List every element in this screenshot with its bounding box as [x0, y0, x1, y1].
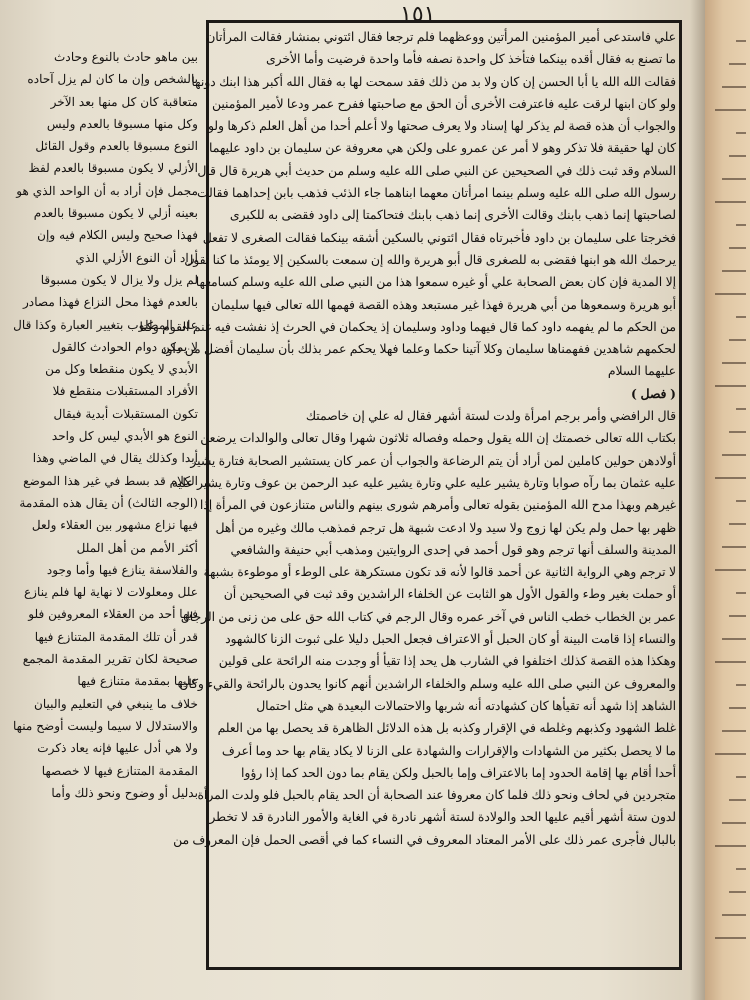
margin-line: خلاف ما ينبغي في التعليم والبيان: [33, 696, 198, 711]
section-line: غيرهم وبهذا مدح الله المؤمنين بقوله تعالى وأمرهم شورى بينهم والناس متنازعون في المرأة إذا: [199, 498, 676, 513]
section-line: ظهر بها حمل ولم يكن لها زوج ولا سيد ولا ادعت شبهة هل ترجم فمذهب مالك وغيره من أهل: [215, 520, 676, 535]
adjacent-page-text-stub: [736, 868, 746, 870]
main-line: السلام وقد ثبت ذلك في الصحيحين عن النبي صلى الله عليه وسلم من حديث أبي هريرة قال قال: [197, 163, 676, 178]
adjacent-page-text-stub: [736, 408, 746, 410]
adjacent-page-text-stub: [722, 362, 746, 364]
adjacent-page-text-stub: [722, 730, 746, 732]
main-line: إلا المدية فإن كان بعض الصحابة علي أو غيره سمعوا هذا من النبي صلى الله عليه وسلم كسامعها: [195, 275, 676, 290]
adjacent-page-text-stub: [722, 822, 746, 824]
section-line: متجردين في لحاف ونحو ذلك فلما كان معروفا عند الصحابة أن الحد يقام بالحبل فلو ولدت المرأة: [197, 788, 676, 803]
section-line: ما لا يحصل بكثير من الشهادات والإقرارات والشهادة على الزنا لا يكاد يقام بها حد وما أعرف: [221, 743, 676, 758]
adjacent-page-text-stub: [736, 132, 746, 134]
section-heading: ( فصل ): [630, 385, 676, 401]
adjacent-page-text-stub: [736, 316, 746, 318]
main-line: أبو هريرة وسمعوها من أبي هريرة فهذا غير مستبعد وهذه القصة فهمها الله تعالى فيها سليمان: [211, 297, 676, 312]
main-line: لحكمهم شاهدين ففهمناها سليمان وكلا آتينا حكما وعلما فهلا يحكم عمر بذلك بأن سليمان أفضل من داود: [160, 342, 676, 357]
main-line: فقالت الله الله يا أبا الحسن إن كان ولا بد من ذلك فقد سمحت لها به فقال الله أكبر هذا ابنك دونها: [191, 74, 676, 89]
main-line: علي فاستدعى أمير المؤمنين المرأتين ووعظهما فلم ترجعا فقال ائتوني بمنشار فقالت المرأتان: [206, 30, 676, 44]
main-line: من الحكم ما لم يفهمه داود كما قال فيهما وداود وسليمان إذ يحكمان في الحرث إذ نفشت فيه غنم القوم وكنا: [139, 319, 676, 334]
adjacent-page-text-stub: [729, 523, 746, 525]
margin-line: مجمل فإن أراد به أن الواحد الذي هو: [16, 183, 198, 198]
section-line: الشاهد إذا شهد أنه تقيأها كان كشهادته أنه شربها والاحتمالات البعيدة هي مثل احتمال: [256, 698, 676, 713]
main-line: ولو كان ابنها لرقت عليه فاعترفت الأخرى أن الحق مع صاحبتها ففرح عمر ودعا لأمير المؤمنين: [211, 96, 676, 111]
adjacent-page-text-stub: [722, 86, 746, 88]
margin-line: أراد أن النوع الأزلي الذي: [75, 250, 198, 265]
adjacent-page-text-stub: [722, 454, 746, 456]
margin-line: متعاقبة كان كل منها بعد الآخر: [50, 94, 198, 109]
main-line: والجواب أن هذه قصة لم يذكر لها إسناد ولا يعرف صحتها ولا أعلم أحدا من أهل العلم ذكرها ولو: [207, 119, 676, 134]
margin-line: بالعدم فهذا محل النزاع فهذا مصادر: [22, 295, 198, 310]
section-line: لا ترجم وهي الرواية الثانية عن أحمد قالوا لأنه قد تكون مستكرهة على الوطء أو موطوءة بشبهة: [203, 565, 676, 580]
margin-line: النوع مسبوقا بالعدم وقول القائل: [35, 139, 198, 154]
margin-line: لا يمكن دوام الحوادث كالقول: [51, 339, 198, 354]
adjacent-page-text-stub: [722, 270, 746, 272]
section-line: عليه عثمان بما رآه صوابا وتارة يشير عليه علي وتارة يشير عليه عبد الرحمن بن عوف وتارة يشير عليه: [171, 475, 676, 490]
adjacent-page-text-stub: [736, 224, 746, 226]
margin-line: والفلاسفة ينازع فيها وأما وجود: [46, 562, 198, 577]
adjacent-page-text-stub: [736, 776, 746, 778]
margin-line: على المطلوب بتغيير العبارة وكذا قال: [13, 317, 198, 332]
section-line: المدينة والسلف أنها ترجم وهو قول أحمد في إحدى الروايتين ومذهب أبي حنيفة والشافعي: [230, 542, 676, 557]
margin-line: لم يزل ولا يزال لا يكون مسبوقا: [40, 272, 198, 287]
main-line: فخرجتا على سليمان بن داود فأخبرتاه فقال ائتوني بالسكين أشقه بينكما فقالت الصغرى لا تفعل: [202, 230, 676, 245]
adjacent-page-text-stub: [715, 293, 746, 295]
adjacent-page-text-stub: [715, 569, 746, 571]
adjacent-page-text-stub: [736, 684, 746, 686]
section-line: بكتاب الله تعالى خصمتك إن الله يقول وحمله وفصاله ثلاثون شهرا وقال تعالى والوالدات يرضعن: [200, 431, 676, 446]
main-line: لصاحبتها إنما ذهب بابنك وقالت الأخرى إنما ذهب بابنك فتحاكمتا إلى داود فقضى به للكبرى: [229, 208, 676, 223]
section-line: عمر بن الخطاب خطب الناس في آخر عمره وقال الرجم في كتاب الله حق على من زنى من الرجال: [180, 609, 676, 624]
section-line: والنساء إذا قامت البينة أو كان الحبل أو الاعتراف فجعل الحبل دليلا على ثبوت الزنا كالشهود: [225, 632, 676, 647]
adjacent-page-text-stub: [722, 638, 746, 640]
section-line: لدون ستة أشهر أقيم عليها الحد والولادة لستة أشهر نادرة في الغاية والأمور النادرة قد لا تخطر: [209, 810, 676, 825]
adjacent-page-text-stub: [715, 661, 746, 663]
section-line: وهكذا هذه القصة كذلك اختلفوا في الشارب هل يحد إذا تقيأ أو وجدت منه الرائحة على قولين: [218, 654, 676, 669]
margin-text-column: [13, 46, 198, 986]
adjacent-page-text-stub: [715, 477, 746, 479]
page-number: ١٥١: [400, 2, 436, 27]
adjacent-page-text-stub: [729, 63, 746, 65]
main-line: ما تصنع به فقال أقده بينكما فتأخذ كل واحدة نصفه فأما واحدة فرضيت وأما الأخرى: [265, 52, 676, 67]
main-line: يرحمك الله هو ابنها فقضى به للصغرى قال أبو هريرة والله إن سمعت بالسكين إلا يومئذ ما كنا نقول: [184, 252, 676, 267]
margin-line: (الوجه الثالث) أن يقال هذه المقدمة: [19, 495, 198, 510]
adjacent-page-text-stub: [729, 247, 746, 249]
margin-line: وكل منها مسبوقا بالعدم وليس: [46, 116, 198, 131]
adjacent-page-text-stub: [715, 109, 746, 111]
margin-line: عليها بمقدمة متنازع فيها: [77, 674, 198, 689]
adjacent-page-text-stub: [729, 155, 746, 157]
margin-line: الأزلي لا يكون مسبوقا بالعدم لفظ: [28, 161, 198, 176]
adjacent-page-text-stub: [715, 937, 746, 939]
main-line: كان لها حقيقة فلا تذكر وهو لا أمر عن عمرو على ولكن هي معروفة عن سليمان بن داود عليهما: [208, 141, 676, 156]
adjacent-page-text-stub: [715, 753, 746, 755]
adjacent-page-text-stub: [729, 339, 746, 341]
margin-line: أكثر الأمم من أهل الملل: [76, 540, 198, 555]
adjacent-page-text-stub: [736, 500, 746, 502]
margin-line: فهذا صحيح وليس الكلام فيه وإن: [37, 228, 198, 243]
adjacent-page-text-stub: [722, 914, 746, 916]
margin-line: ولا هي أدل عليها فإنه يعاد ذكرت: [37, 741, 198, 756]
margin-line: بالشخص وإن ما كان لم يزل آحاده: [27, 72, 198, 87]
section-line: قال الرافضي وأمر برجم امرأة ولدت لستة أشهر فقال له علي إن خاصمتك: [305, 409, 676, 424]
adjacent-page-text-stub: [715, 845, 746, 847]
margin-line: علل ومعلولات لا نهاية لها فلم ينازع: [23, 585, 198, 600]
margin-line: النوع هو الأبدي ليس كل واحد: [51, 429, 198, 444]
section-line: بالبال فأجرى عمر ذلك على الأمر المعتاد المعروف في النساء كما في أقصى الحمل فإن المعروف من: [173, 832, 676, 847]
adjacent-page-text-stub: [715, 201, 746, 203]
main-line: رسول الله صلى الله عليه وسلم بينما امرأتان معهما ابناهما جاء الذئب فذهب بابن إحداهما فقالت: [196, 186, 676, 201]
margin-line: بعينه أزلي لا يكون مسبوقا بالعدم: [33, 206, 198, 221]
margin-line: صحيحة لكان تقرير المقدمة المجمع: [22, 652, 198, 667]
margin-line: قدر أن تلك المقدمة المتنازع فيها: [34, 629, 198, 644]
margin-line: أبدا وكذلك يقال في الماضي وهذا: [32, 451, 198, 466]
adjacent-page-text-stub: [736, 592, 746, 594]
adjacent-page-text-stub: [729, 799, 746, 801]
adjacent-page-text-stub: [715, 385, 746, 387]
section-line: أو حملت بغير وطء والقول الأول هو الثابت عن الخلفاء الراشدين وقد ثبت في الصحيحين أن: [223, 587, 676, 602]
margin-line: الأفراد المستقبلات منقطع فلا: [52, 384, 198, 399]
section-line: أحدا أقام بها إقامة الحدود إما بالاعتراف وإما بالحبل ولكن يقام بما دون الحد كما إذا رؤوا: [241, 765, 676, 780]
adjacent-page-text-stub: [729, 707, 746, 709]
margin-line: والاستدلال لا سيما وليست أوضح منها: [13, 718, 198, 733]
section-line: غلط الشهود وكذبهم وغلطه في الإقرار وكذبه بل هذه الدلائل الظاهرة قد يحصل بها من العلم: [217, 721, 676, 736]
adjacent-page-text-stub: [736, 40, 746, 42]
margin-line: بدليل أو وضوح ونحو ذلك وأما: [51, 785, 198, 800]
adjacent-page-text-stub: [729, 615, 746, 617]
main-line: عليهما السلام: [607, 364, 676, 379]
margin-line: تكون المستقبلات أبدية فيقال: [53, 406, 198, 421]
adjacent-page-text-stub: [722, 178, 746, 180]
margin-line: الكلام قد بسط في غير هذا الموضع: [23, 473, 198, 488]
adjacent-page-text-stub: [729, 431, 746, 433]
section-line: أولادهن حولين كاملين لمن أراد أن يتم الرضاعة والجواب أن عمر كان يستشير الصحابة فتارة يشير: [190, 453, 676, 468]
margin-line: المقدمة المتنازع فيها لا خصصها: [41, 763, 198, 778]
main-text-column: [139, 26, 676, 966]
margin-line: فيها نزاع مشهور بين العقلاء ولعل: [31, 518, 198, 533]
adjacent-page-text-stub: [722, 546, 746, 548]
adjacent-page-text-stub: [729, 891, 746, 893]
margin-line: الأبدي لا يكون منقطعا وكل من: [45, 362, 198, 377]
margin-line: بين ماهو حادث بالنوع وحادث: [54, 50, 198, 64]
adjacent-page-edge: [705, 0, 750, 1000]
section-line: والمعروف عن النبي صلى الله عليه وسلم والخلفاء الراشدين أنهم كانوا يحدون بالرائحة والقيء وكان: [179, 676, 676, 691]
margin-line: فيها أحد من العقلاء المعروفين فلو: [28, 607, 198, 622]
